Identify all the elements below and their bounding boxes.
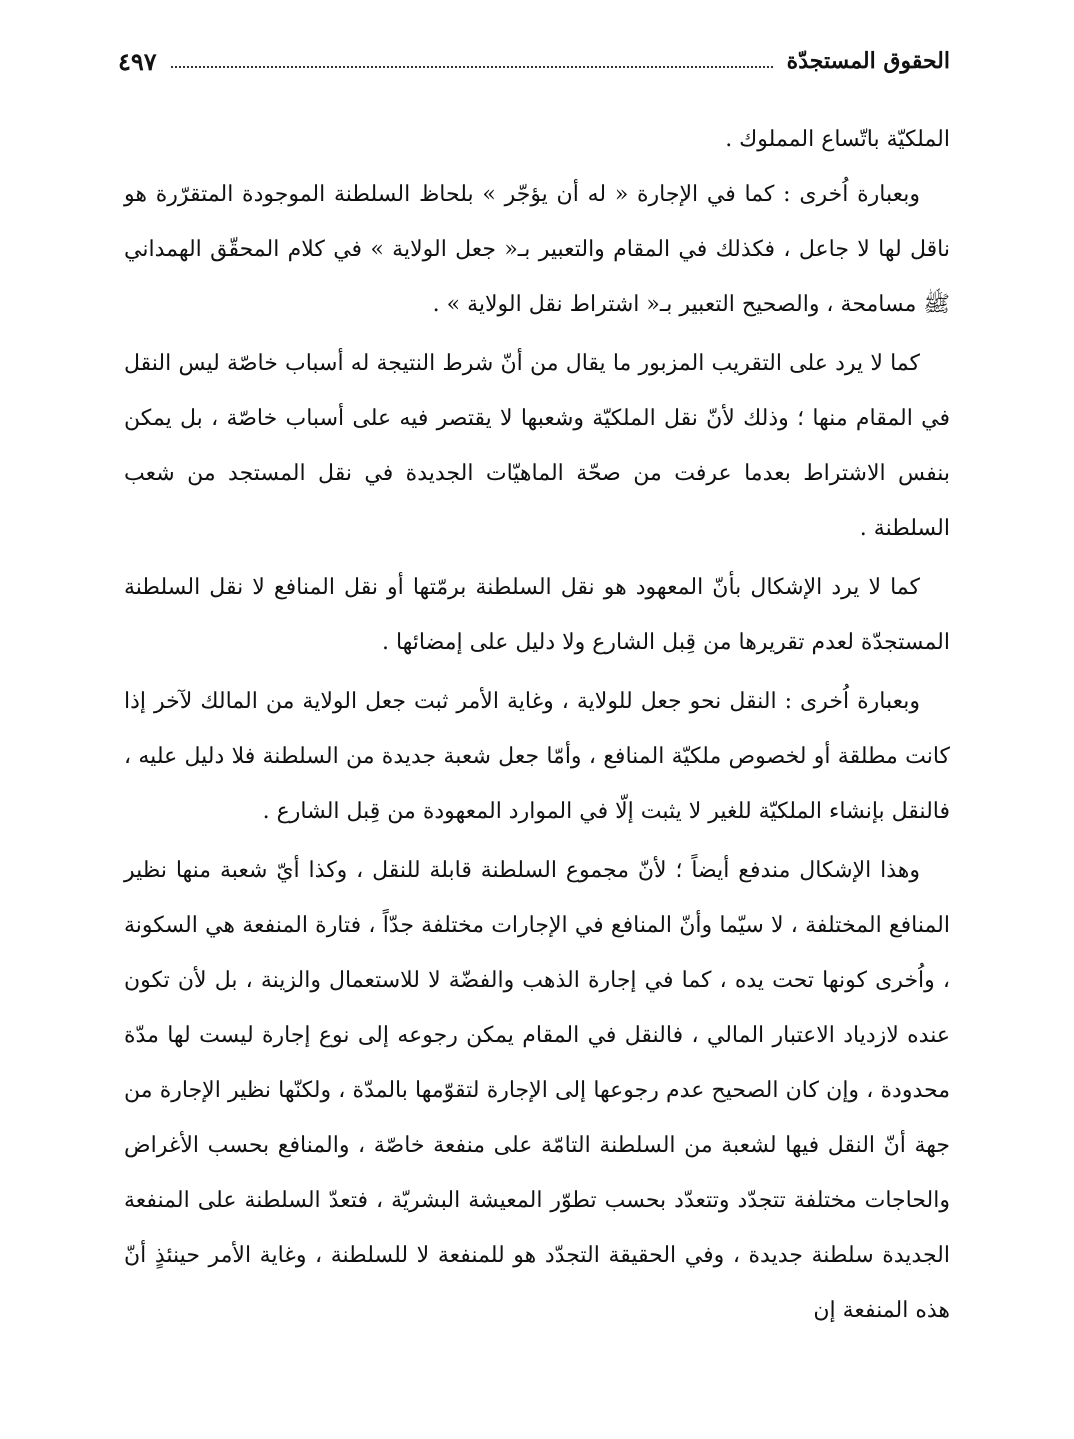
paragraph-continuation: الملكيّة باتّساع المملوك . <box>725 127 950 152</box>
paragraph: كما لا يرد الإشكال بأنّ المعهود هو نقل السلطنة برمّتها أو نقل المنافع لا نقل السلطنة المستجدّة لعدم تقريرها من قِبل الشارع ولا دليل على إمضائها . <box>124 575 950 655</box>
paragraph: كما لا يرد على التقريب المزبور ما يقال من أنّ شرط النتيجة له أسباب خاصّة ليس النقل في المقام منها ؛ وذلك لأنّ نقل الملكيّة وشعبها لا يقتصر فيه على أسباب خاصّة ، بل يمكن بنفس الاشتراط بعدما عرفت من صحّة الماهيّات الجديدة في نقل المستجد من شعب السلطنة . <box>124 351 950 541</box>
page-body <box>124 112 950 1338</box>
header-dotted-leader <box>171 66 773 68</box>
paragraph: وبعبارة اُخرى : النقل نحو جعل للولاية ، وغاية الأمر ثبت جعل الولاية من المالك لآخر إذا كانت مطلقة أو لخصوص ملكيّة المنافع ، وأمّا جعل شعبة جديدة من السلطنة فلا دليل عليه ، فالنقل بإنشاء الملكيّة للغير لا يثبت إلّا في الموارد المعهودة من قِبل الشارع . <box>124 689 950 824</box>
page-number: ٤٩٧ <box>118 46 157 76</box>
paragraph: وبعبارة اُخرى : كما في الإجارة « له أن يؤجّر » بلحاظ السلطنة الموجودة المتقرّرة هو ناقل لها لا جاعل ، فكذلك في المقام والتعبير بـ« جعل الولاية » في كلام المحقّق الهمداني ﷺ مسامحة ، والصحيح التعبير بـ« اشتراط نقل الولاية » . <box>124 182 950 317</box>
running-title: الحقوق المستجدّة <box>786 48 950 74</box>
page-header <box>118 40 950 82</box>
paragraph: وهذا الإشكال مندفع أيضاً ؛ لأنّ مجموع السلطنة قابلة للنقل ، وكذا أيّ شعبة منها نظير المنافع المختلفة ، لا سيّما وأنّ المنافع في الإجارات مختلفة جدّاً ، فتارة المنفعة هي السكونة ، واُخرى كونها تحت يده ، كما في إجارة الذهب والفضّة لا للاستعمال والزينة ، بل لأن تكون عنده لازدياد الاعتبار المالي ، فالنقل في المقام يمكن رجوعه إلى نوع إجارة ليست لها مدّة محدودة ، وإن كان الصحيح عدم رجوعها إلى الإجارة لتقوّمها بالمدّة ، ولكنّها نظير الإجارة من جهة أنّ النقل فيها لشعبة من السلطنة التامّة على منفعة خاصّة ، والمنافع بحسب الأغراض والحاجات مختلفة تتجدّد وتتعدّد بحسب تطوّر المعيشة البشريّة ، فتعدّ السلطنة على المنفعة الجديدة سلطنة جديدة ، وفي الحقيقة التجدّد هو للمنفعة لا للسلطنة ، وغاية الأمر حينئذٍ أنّ هذه المنفعة إن <box>124 858 950 1323</box>
